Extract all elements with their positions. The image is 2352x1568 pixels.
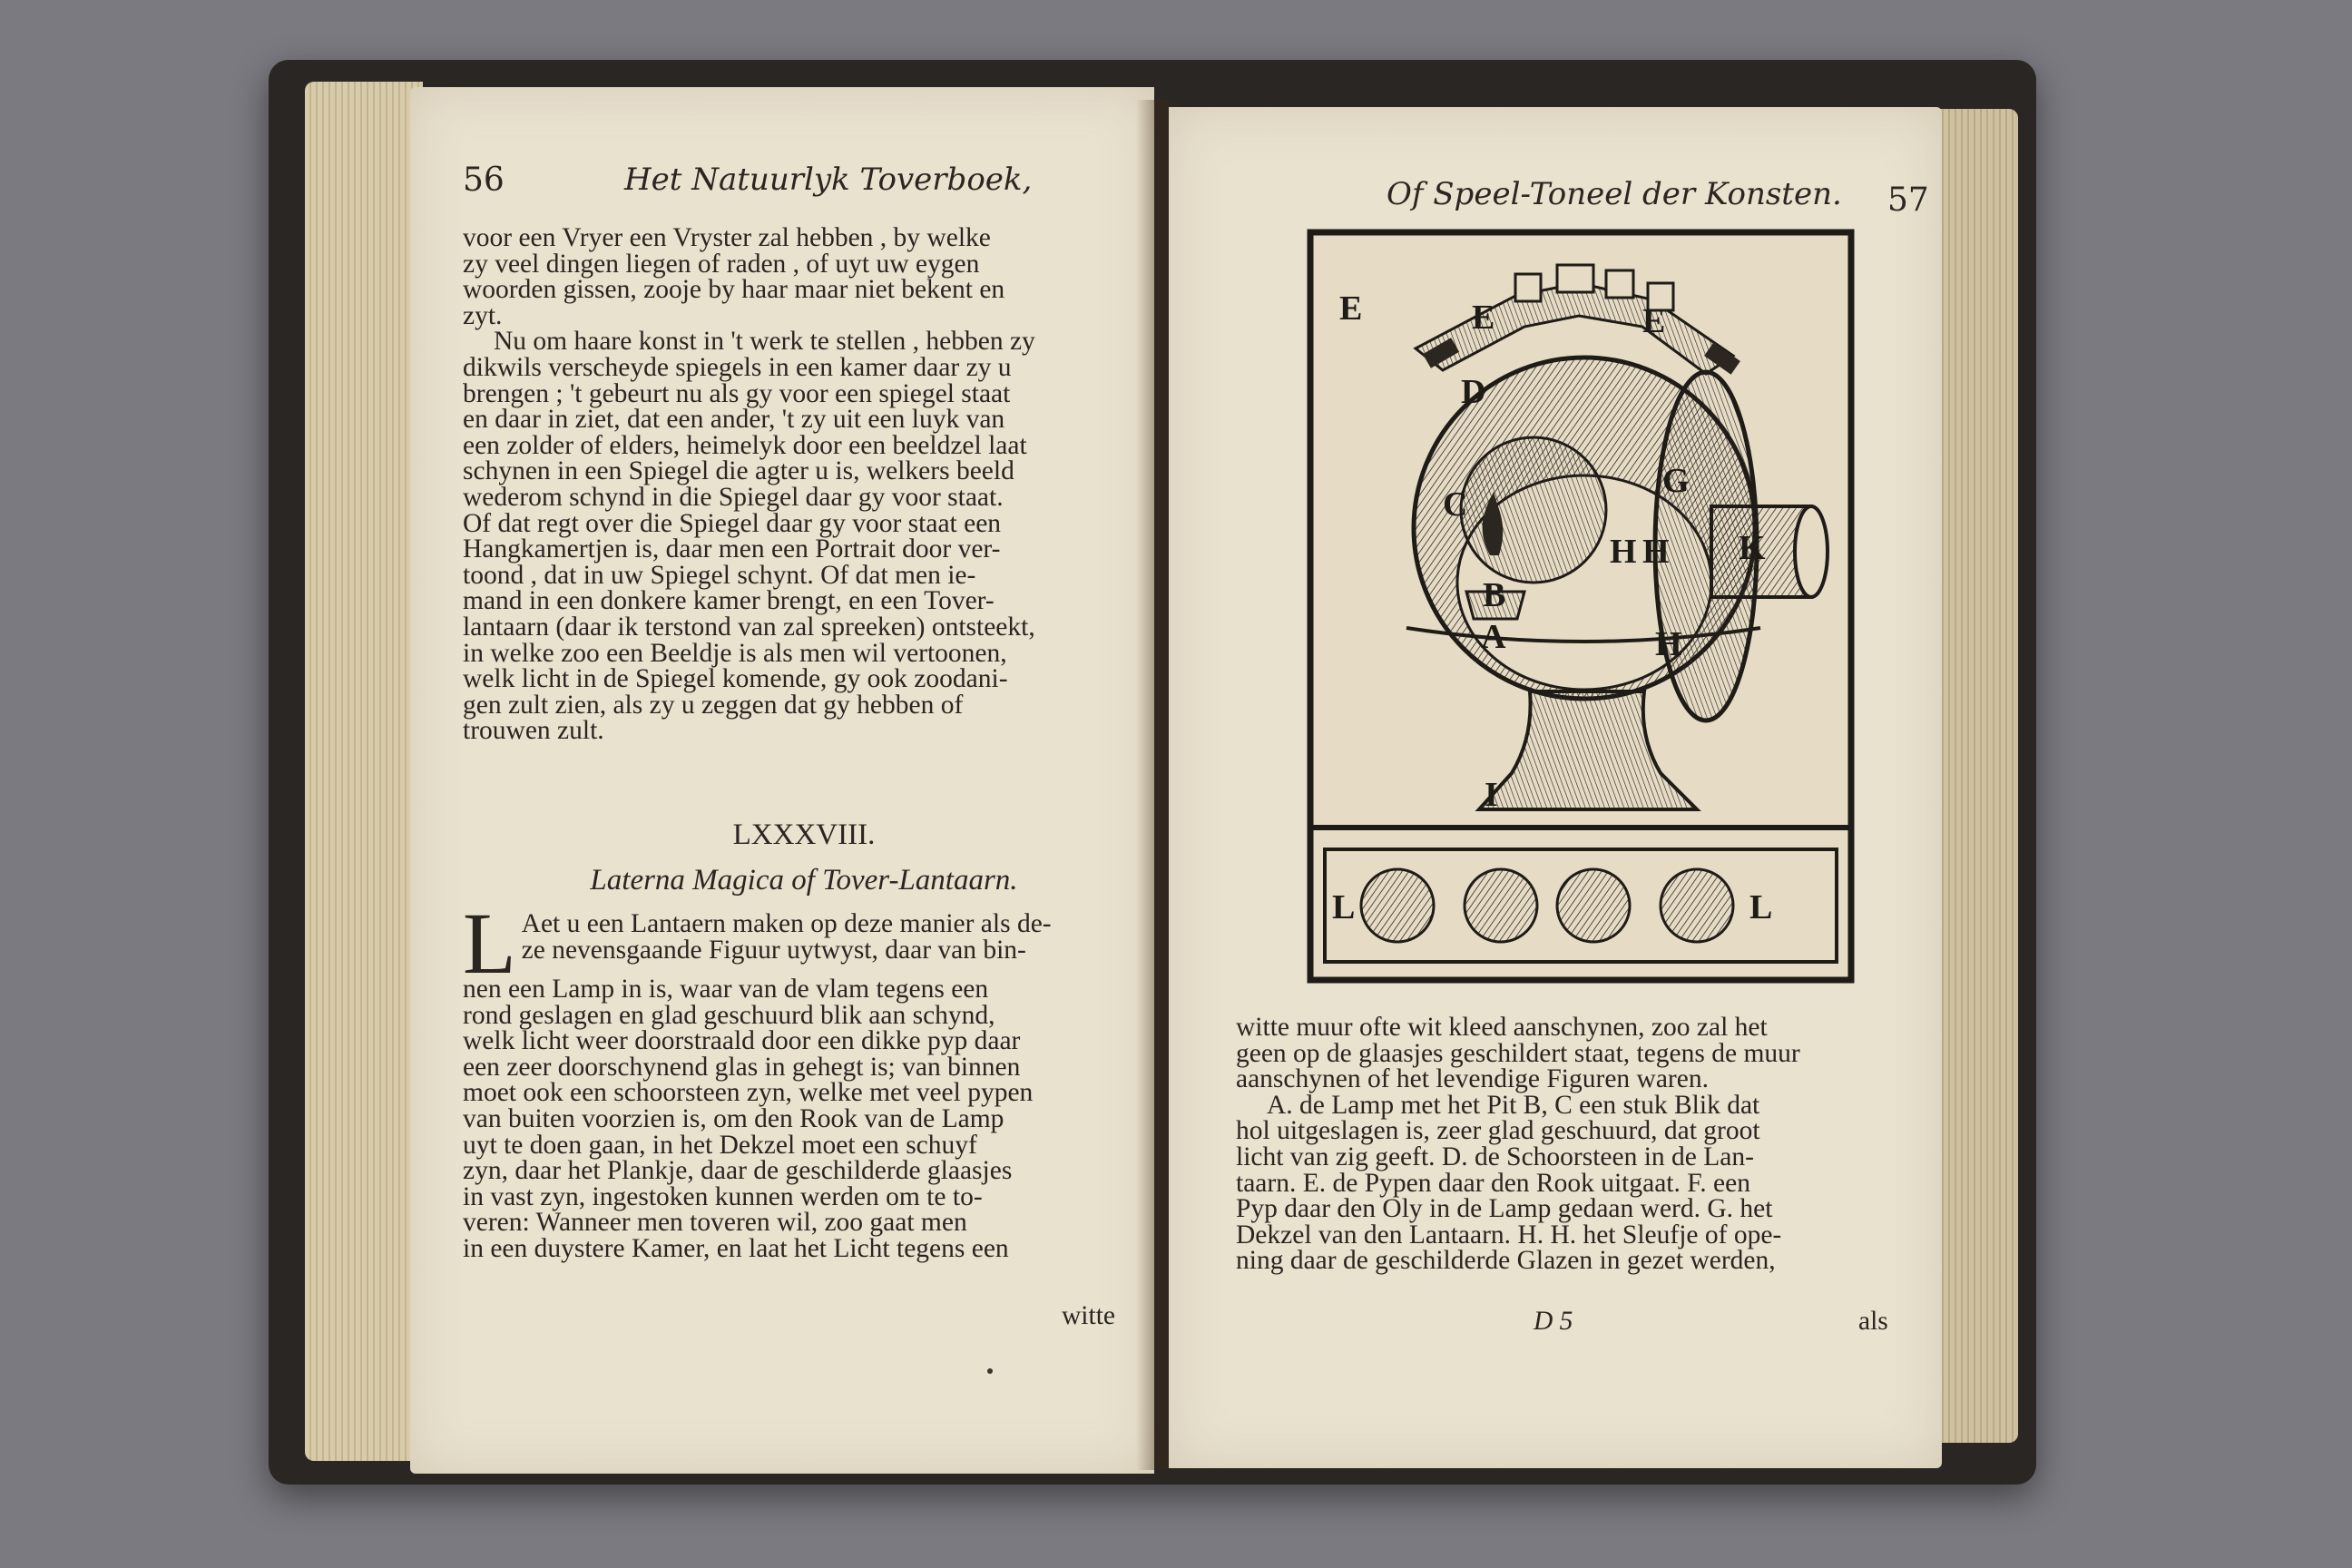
text-line: taarn. E. de Pypen daar den Rook uitgaat. F. een xyxy=(1236,1168,1750,1198)
text-line: een zolder of elders, heimelyk door een beeldzel laat xyxy=(463,430,1027,460)
left-running-head: Het Natuurlyk Toverboek, xyxy=(624,162,1033,198)
figure-letter: K xyxy=(1739,529,1766,567)
signature-mark: D 5 xyxy=(1534,1307,1573,1336)
right-page-number: 57 xyxy=(1887,181,1929,219)
text-line: rond geslagen en glad geschuurd blik aan schynd, xyxy=(463,1000,995,1030)
figure-letter: A xyxy=(1481,618,1506,656)
figure-letter: C xyxy=(1443,485,1468,524)
text-line: zyn, daar het Plankje, daar de geschilderde glaasjes xyxy=(463,1156,1013,1186)
text-line: licht van zig geeft. D. de Schoorsteen in de Lan- xyxy=(1236,1142,1754,1171)
text-line: lantaarn (daar ik terstond van zal spreeken) ontsteekt, xyxy=(463,612,1035,642)
text-line: in een duystere Kamer, en laat het Licht tegens een xyxy=(463,1233,1009,1263)
text-line: trouwen zult. xyxy=(463,716,604,746)
text-line: Aet u een Lantaern maken op deze manier als de- xyxy=(521,909,1052,938)
section-number: LXXXVIII. xyxy=(732,818,876,851)
text-line: Of dat regt over die Spiegel daar gy voor staat een xyxy=(463,508,1002,538)
text-line: toond , dat in uw Spiegel schynt. Of dat men ie- xyxy=(463,560,976,590)
text-line: geen op de glaasjes geschildert staat, tegens de muur xyxy=(1236,1038,1800,1068)
right-text xyxy=(1236,1014,1922,1274)
figure-letter: E xyxy=(1472,299,1495,337)
figure-letter: E xyxy=(1642,302,1666,340)
section-title: Laterna Magica of Tover-Lantaarn. xyxy=(590,864,1018,897)
text-line: Hangkamertjen is, daar men een Portrait door ver- xyxy=(463,534,1001,564)
drop-cap-letter: L xyxy=(463,895,516,992)
text-line: en daar in ziet, dat een ander, 't zy uit een luyk van xyxy=(463,405,1005,435)
text-line: welk licht weer doorstraald door een dikke pyp daar xyxy=(463,1026,1021,1056)
text-line: een zeer doorschynend glas in gehegt is; van binnen xyxy=(463,1052,1021,1082)
text-line: voor een Vryer een Vryster zal hebben , by welke xyxy=(463,223,991,252)
figure-letter: L xyxy=(1332,888,1356,926)
text-line: moet ook een schoorsteen zyn, welke met veel pypen xyxy=(463,1078,1034,1108)
text-line: nen een Lamp in is, waar van de vlam tegens een xyxy=(463,975,989,1004)
text-line: in vast zyn, ingestoken kunnen werden om te to- xyxy=(463,1181,983,1211)
text-line: woorden gissen, zooje by haar maar niet bekent en xyxy=(463,275,1005,305)
figure-letter: L xyxy=(1749,888,1773,926)
text-line: Pyp daar den Oly in de Lamp gedaan werd. G. het xyxy=(1236,1194,1773,1224)
text-line: ning daar de geschilderde Glazen in gezet werden, xyxy=(1236,1246,1776,1276)
text-line: veren: Wanneer men toveren wil, zoo gaat men xyxy=(463,1208,967,1238)
ink-spot xyxy=(987,1368,993,1374)
magic-lantern-woodcut xyxy=(1307,229,1855,984)
figure-letter: B xyxy=(1483,576,1506,614)
reflector xyxy=(1461,437,1606,583)
left-page-number: 56 xyxy=(463,162,505,199)
figure-letter: I xyxy=(1485,776,1498,814)
figure-letter: E xyxy=(1339,289,1363,328)
page-edges-right xyxy=(1931,109,2018,1443)
text-line: Dekzel van den Lantaarn. H. H. het Sleufje of ope- xyxy=(1236,1220,1782,1250)
text-line: Nu om haare konst in 't werk te stellen , hebben zy xyxy=(494,327,1035,357)
left-text-top xyxy=(463,225,1145,744)
figure-letter: G xyxy=(1662,462,1690,500)
text-line: hol uitgeslagen is, zeer glad geschuurd, dat groot xyxy=(1236,1116,1760,1146)
left-text-bottom xyxy=(463,895,1145,1263)
right-catchword: als xyxy=(1858,1307,1888,1336)
text-line: dikwils verscheyde spiegels in een kamer daar zy u xyxy=(463,352,1012,382)
text-line: in welke zoo een Beeldje is als men wil vertoonen, xyxy=(463,638,1007,668)
figure-letter: H xyxy=(1642,533,1670,571)
text-line: van buiten voorzien is, om den Rook van de Lamp xyxy=(463,1103,1004,1133)
text-line: gen zult zien, als zy u zeggen dat gy hebben of xyxy=(463,690,964,720)
text-line: aanschynen of het levendige Figuren waren. xyxy=(1236,1064,1709,1094)
text-line: zy veel dingen liegen of raden , of uyt uw eygen xyxy=(463,249,980,279)
figure-letter: D xyxy=(1461,373,1486,411)
figure-letter: H xyxy=(1655,625,1682,663)
text-line: uyt te doen gaan, in het Dekzel moet een schuyf xyxy=(463,1130,977,1160)
text-line: mand in een donkere kamer brengt, en een Tover- xyxy=(463,586,995,616)
right-running-head: Of Speel-Toneel der Konsten. xyxy=(1387,176,1842,212)
text-line: wederom schynd in die Spiegel daar gy voor staat. xyxy=(463,482,1004,512)
figure-letter: H xyxy=(1610,533,1637,571)
text-line: zyt. xyxy=(463,300,503,330)
text-line: A. de Lamp met het Pit B, C een stuk Blik dat xyxy=(1267,1090,1760,1120)
left-catchword: witte xyxy=(1062,1301,1115,1330)
page-edges-left xyxy=(305,82,423,1461)
text-line: brengen ; 't gebeurt nu als gy voor een spiegel staat xyxy=(463,378,1011,408)
text-line: witte muur ofte wit kleed aanschynen, zoo zal het xyxy=(1236,1013,1768,1042)
text-line: schynen in een Spiegel die agter u is, welkers beeld xyxy=(463,456,1014,486)
text-line: welk licht in de Spiegel komende, gy ook zoodani- xyxy=(463,664,1008,694)
text-line: ze nevensgaande Figuur uytwyst, daar van bin- xyxy=(521,935,1026,965)
